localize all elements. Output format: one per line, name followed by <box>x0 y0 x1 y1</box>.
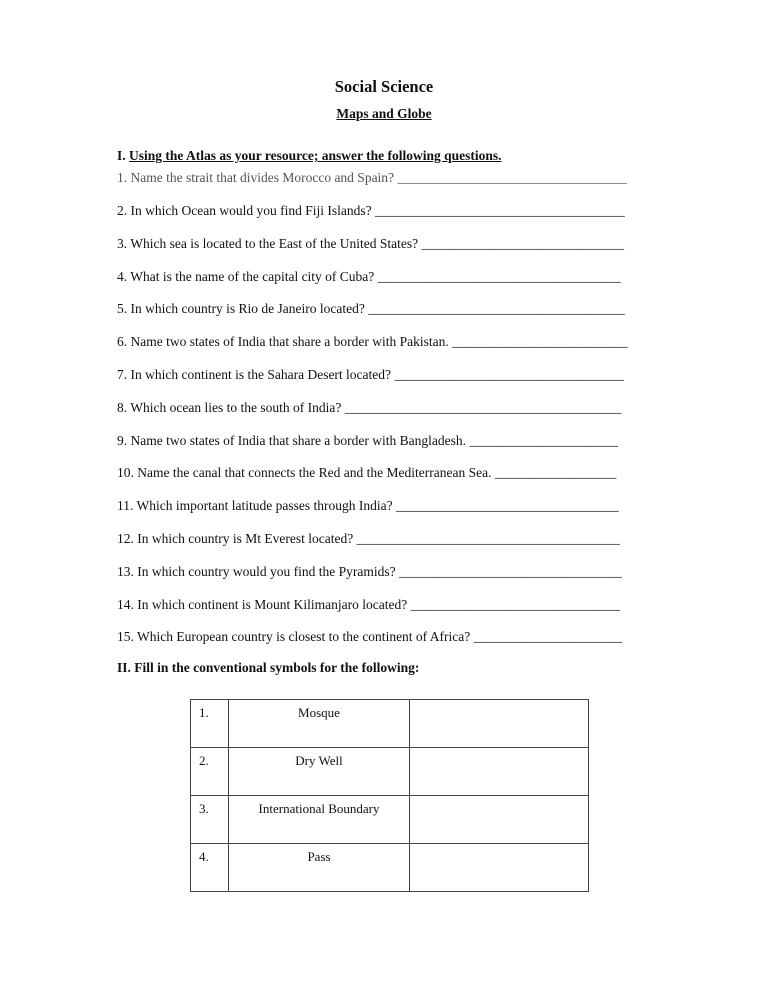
question-text: 3. Which sea is located to the East of the United States? <box>117 235 422 251</box>
feature-name: Mosque <box>229 700 410 748</box>
section-1-number: I. <box>117 148 126 163</box>
answer-blank[interactable]: ______________________________ <box>421 235 625 251</box>
table-row <box>191 748 589 796</box>
question-item <box>117 463 628 496</box>
question-item <box>117 595 628 628</box>
row-number: 1. <box>191 700 229 748</box>
table-row <box>191 700 589 748</box>
section-2-heading: II. Fill in the conventional symbols for the following: <box>117 660 420 675</box>
answer-blank[interactable]: _______________________________________ <box>356 530 620 546</box>
answer-blank[interactable]: _________________________________________ <box>344 399 622 415</box>
symbol-answer-cell[interactable] <box>410 796 589 844</box>
question-item <box>117 299 628 332</box>
question-list <box>117 168 628 660</box>
row-number: 2. <box>191 748 229 796</box>
question-item <box>117 168 628 201</box>
question-text: 1. Name the strait that divides Morocco and Spain? <box>117 170 398 185</box>
question-text: 7. In which continent is the Sahara Desert located? <box>117 366 395 382</box>
question-text: 15. Which European country is closest to the continent of Africa? <box>117 629 474 645</box>
answer-blank[interactable]: ______________________ <box>473 629 623 645</box>
question-item <box>117 267 628 300</box>
answer-blank[interactable]: ______________________________________ <box>368 301 625 317</box>
row-number: 4. <box>191 844 229 892</box>
answer-blank[interactable]: _________________________________ <box>398 563 622 579</box>
question-text: 12. In which country is Mt Everest located? <box>117 530 357 546</box>
section-1-heading <box>117 148 502 164</box>
question-text: 8. Which ocean lies to the south of India? <box>117 399 345 415</box>
question-item <box>117 431 628 464</box>
symbol-answer-cell[interactable] <box>410 748 589 796</box>
question-text: 9. Name two states of India that share a border with Bangladesh. <box>117 432 470 448</box>
answer-blank[interactable]: __________________ <box>494 465 617 481</box>
symbols-table <box>190 699 589 892</box>
answer-blank[interactable]: __________________________________ <box>394 366 624 382</box>
answer-blank[interactable]: ____________________________________ <box>377 268 621 284</box>
question-item <box>117 496 628 529</box>
question-text: 4. What is the name of the capital city of Cuba? <box>117 268 378 284</box>
page-title: Social Science <box>334 77 434 96</box>
question-item <box>117 332 628 365</box>
feature-name: International Boundary <box>229 796 410 844</box>
question-text: 5. In which country is Rio de Janeiro located? <box>117 301 369 317</box>
answer-blank[interactable]: _____________________________________ <box>374 203 625 218</box>
question-text: 13. In which country would you find the Pyramids? <box>117 563 399 579</box>
question-item <box>117 562 628 595</box>
question-item <box>117 529 628 562</box>
question-item <box>117 234 628 267</box>
answer-blank[interactable]: __________________________________ <box>397 170 627 185</box>
answer-blank[interactable]: _________________________________ <box>395 498 619 514</box>
answer-blank[interactable]: _______________________________ <box>410 596 620 612</box>
section-1-instruction: Using the Atlas as your resource; answer the following questions. <box>129 148 502 163</box>
question-item <box>117 627 628 660</box>
table-row <box>191 796 589 844</box>
page-subtitle: Maps and Globe <box>336 106 432 121</box>
question-text: 6. Name two states of India that share a border with Pakistan. <box>117 334 453 350</box>
symbol-answer-cell[interactable] <box>410 844 589 892</box>
question-text: 10. Name the canal that connects the Red and the Mediterranean Sea. <box>117 465 495 481</box>
question-text: 2. In which Ocean would you find Fiji Islands? <box>117 203 375 218</box>
question-item <box>117 365 628 398</box>
question-item <box>117 398 628 431</box>
question-item <box>117 201 628 234</box>
symbol-answer-cell[interactable] <box>410 700 589 748</box>
answer-blank[interactable]: __________________________ <box>452 334 628 350</box>
question-text: 11. Which important latitude passes through India? <box>117 498 396 514</box>
feature-name: Dry Well <box>229 748 410 796</box>
row-number: 3. <box>191 796 229 844</box>
feature-name: Pass <box>229 844 410 892</box>
table-row <box>191 844 589 892</box>
question-text: 14. In which continent is Mount Kilimanjaro located? <box>117 596 411 612</box>
answer-blank[interactable]: ______________________ <box>469 432 618 448</box>
